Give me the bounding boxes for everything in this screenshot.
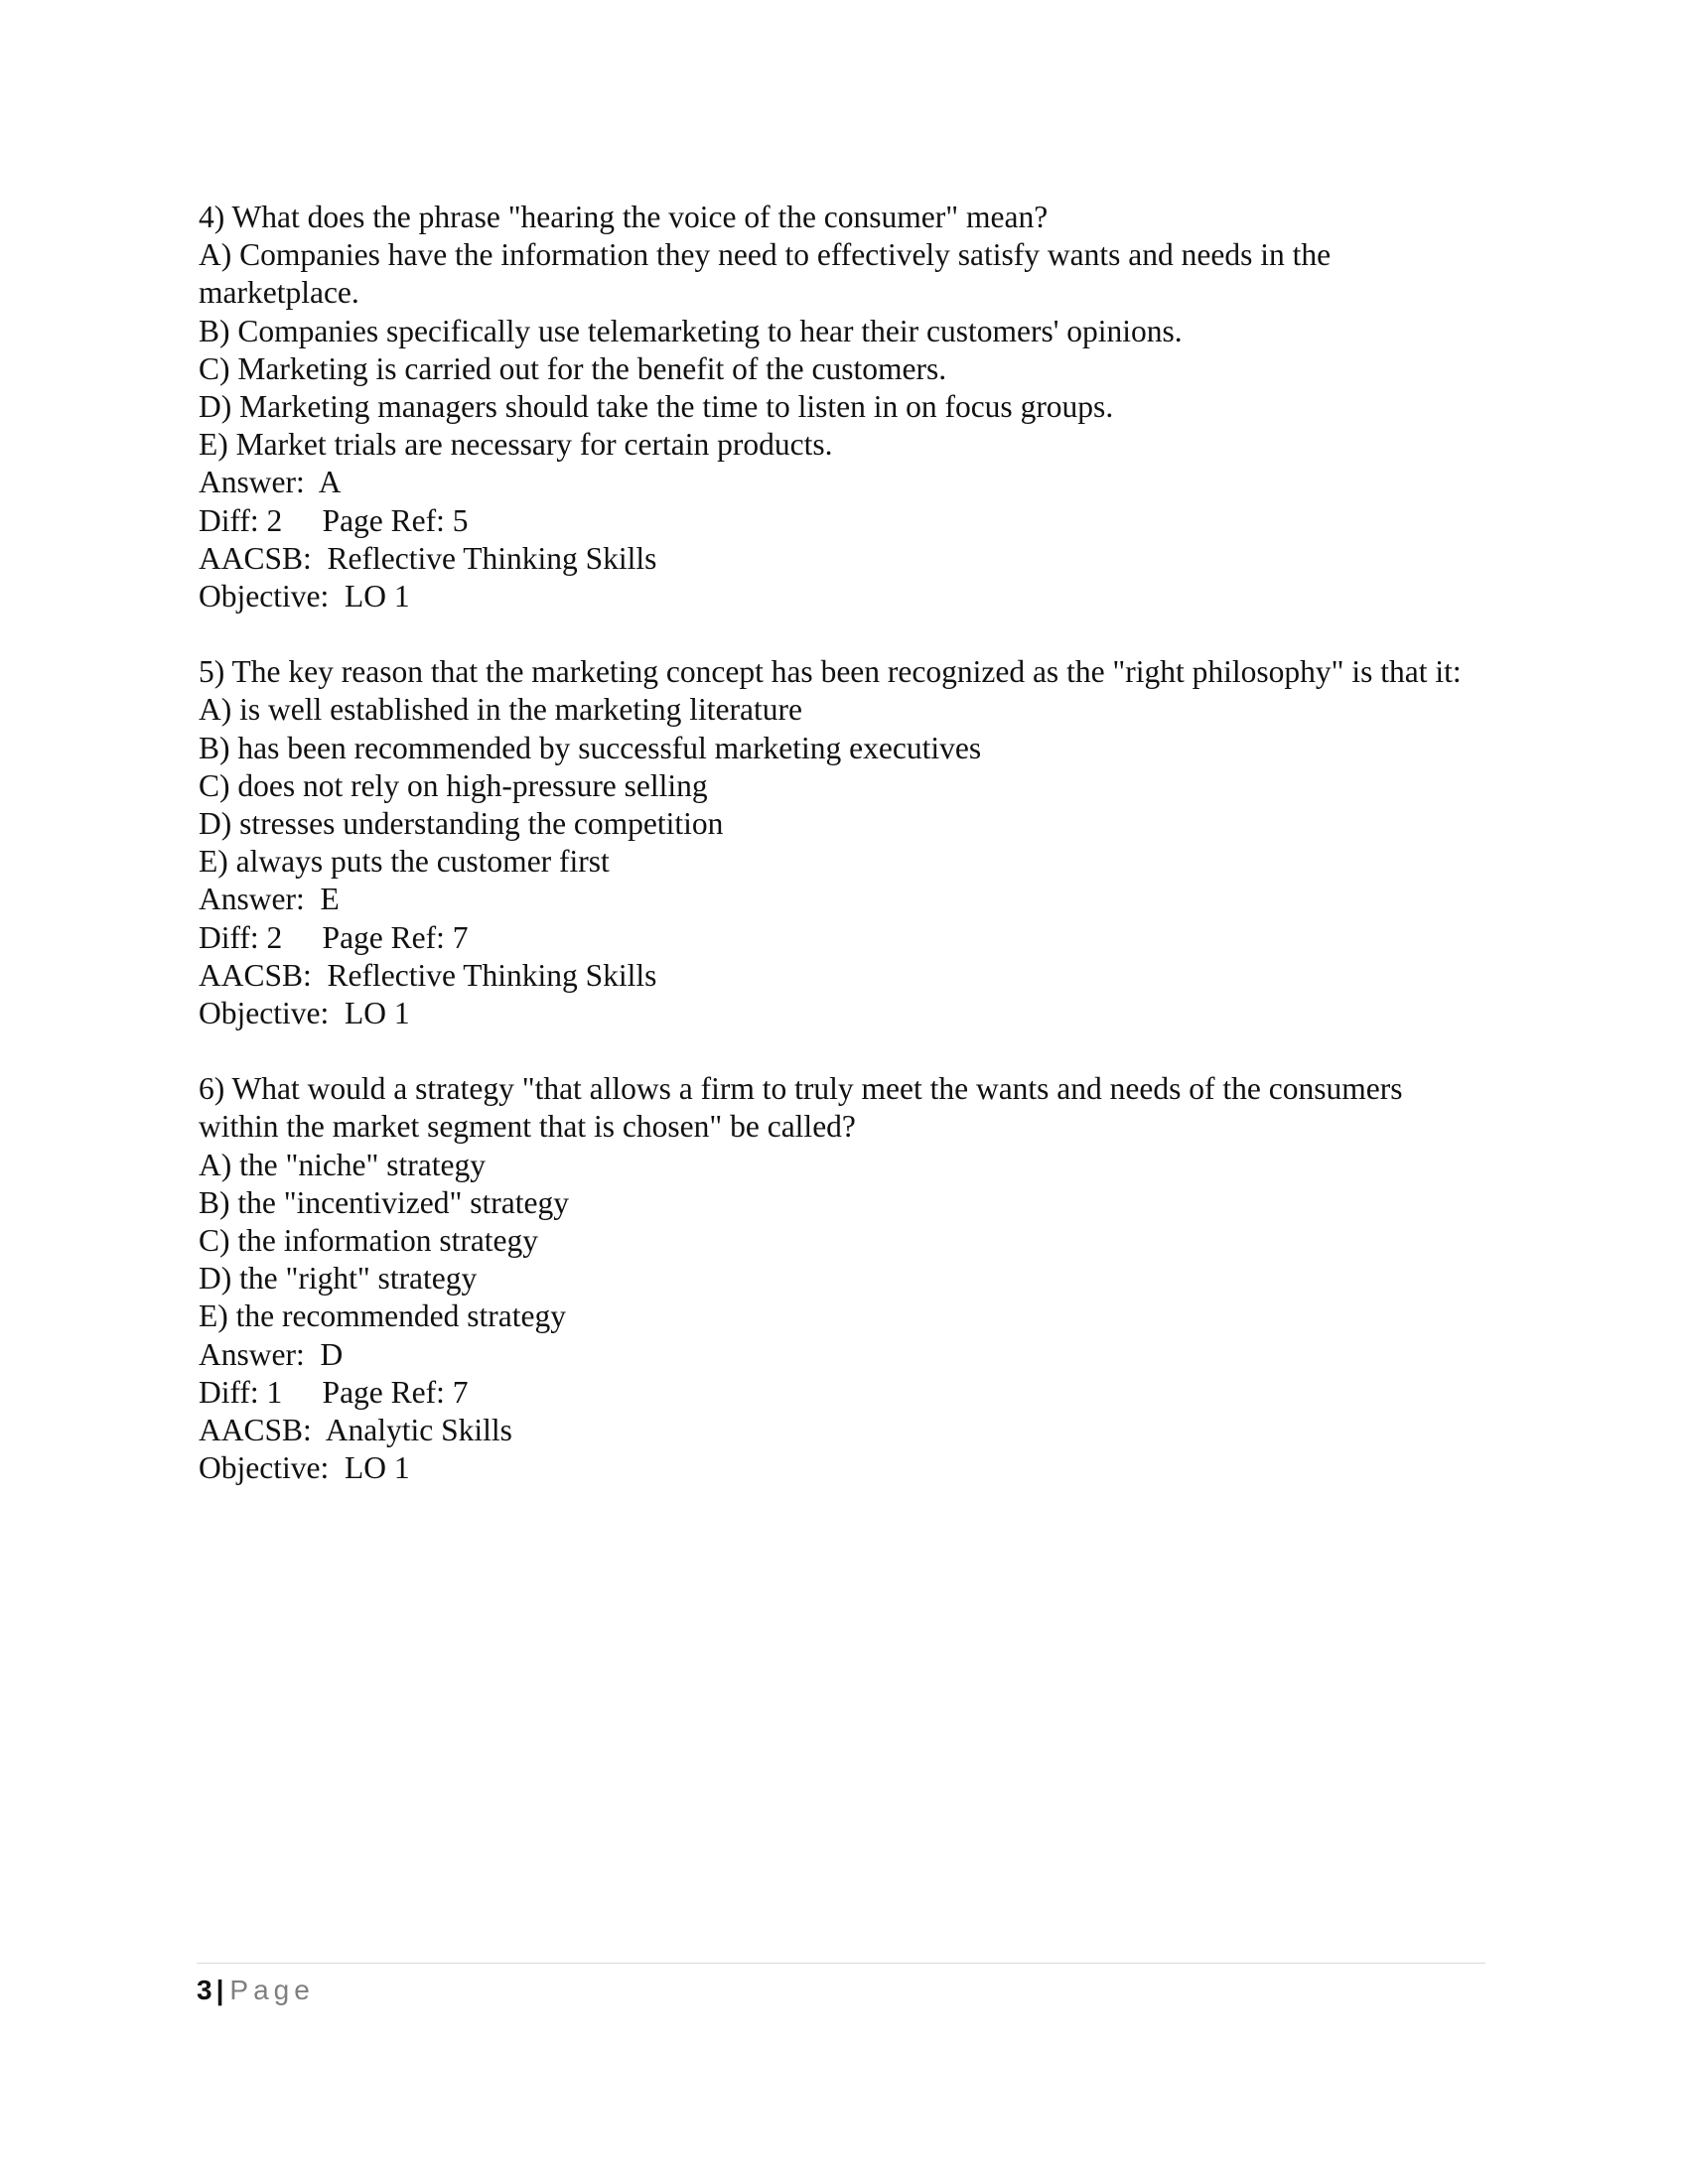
question-stem: 5) The key reason that the marketing concept has been recognized as the "right philosophy" is that it:	[199, 654, 1462, 690]
diff-value: 1	[266, 1374, 283, 1410]
objective-line: Objective: LO 1	[199, 1450, 410, 1486]
diff-line	[199, 919, 1489, 957]
option-c: C) does not rely on high-pressure selling	[199, 767, 708, 803]
aacsb-line: AACSB: Reflective Thinking Skills	[199, 957, 657, 993]
diff-line	[199, 1374, 1489, 1412]
diff-label: Diff:	[199, 1374, 267, 1410]
question-stem: 4) What does the phrase "hearing the voice of the consumer" mean?	[199, 200, 1049, 234]
option-b: B) the "incentivized" strategy	[199, 1184, 569, 1220]
option-e: E) always puts the customer first	[199, 844, 610, 880]
option-b: B) Companies specifically use telemarketing to hear their customers' opinions.	[199, 313, 1183, 348]
aacsb-line: AACSB: Reflective Thinking Skills	[199, 540, 657, 576]
option-c: C) Marketing is carried out for the benefit of the customers.	[199, 350, 947, 386]
diff-value: 2	[266, 502, 283, 538]
answer-line: Answer: E	[199, 882, 340, 917]
page-footer	[197, 1974, 315, 2007]
question-stem: 6) What would a strategy "that allows a firm to truly meet the wants and needs of the consumers within the market segment that is chosen" be called?	[199, 1071, 1411, 1145]
page-number: 3	[197, 1975, 212, 2005]
question-4	[199, 199, 1489, 615]
page-ref: Page Ref: 7	[322, 1374, 469, 1410]
page-ref: Page Ref: 5	[322, 502, 469, 538]
footer-divider	[197, 1963, 1485, 1964]
diff-value: 2	[266, 919, 283, 955]
option-a: A) Companies have the information they need to effectively satisfy wants and needs in the marketplace.	[199, 237, 1338, 311]
question-5	[199, 653, 1489, 1032]
footer-separator: |	[215, 1975, 224, 2005]
option-d: D) Marketing managers should take the time to listen in on focus groups.	[199, 389, 1114, 425]
option-e: E) Market trials are necessary for certain products.	[199, 427, 833, 463]
answer-line: Answer: D	[199, 1336, 344, 1372]
option-d: D) stresses understanding the competition	[199, 806, 724, 842]
objective-line: Objective: LO 1	[199, 579, 410, 614]
option-e: E) the recommended strategy	[199, 1298, 566, 1334]
option-d: D) the "right" strategy	[199, 1261, 478, 1297]
answer-line: Answer: A	[199, 465, 342, 500]
diff-label: Diff:	[199, 919, 267, 955]
option-c: C) the information strategy	[199, 1223, 539, 1259]
page-ref: Page Ref: 7	[322, 919, 469, 955]
page-label: Page	[229, 1975, 315, 2005]
option-a: A) the "niche" strategy	[199, 1147, 486, 1182]
question-6	[199, 1070, 1489, 1487]
aacsb-line: AACSB: Analytic Skills	[199, 1413, 512, 1448]
option-a: A) is well established in the marketing literature	[199, 692, 802, 728]
diff-line	[199, 502, 1489, 540]
diff-label: Diff:	[199, 502, 267, 538]
option-b: B) has been recommended by successful marketing executives	[199, 730, 982, 765]
question-list	[199, 199, 1489, 1526]
objective-line: Objective: LO 1	[199, 996, 410, 1031]
